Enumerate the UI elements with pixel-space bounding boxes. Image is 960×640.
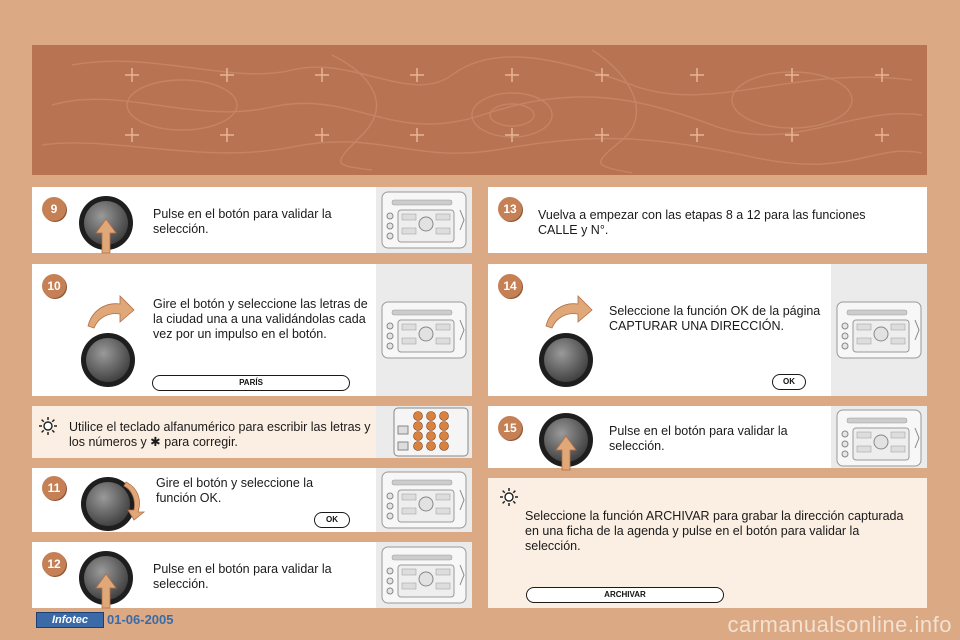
step-14-panel <box>488 264 927 396</box>
screen-label-ok: OK <box>314 512 350 528</box>
knob-rotate-icon <box>74 290 154 395</box>
tip-text: Utilice el teclado alfanumérico para escribir las letras y los números y ✱ para corregir. <box>69 420 371 449</box>
step-number-badge: 9 <box>42 197 66 221</box>
step-text: Gire el botón y seleccione la función OK. <box>156 476 314 505</box>
site-watermark: carmanualsonline.info <box>727 612 952 637</box>
navigation-unit-illustration <box>376 187 472 253</box>
tip-text: Seleccione la función ARCHIVAR para grabar la dirección capturada en una ficha de la agenda y pulse en el botón para validar la selección. <box>525 509 904 553</box>
step-text: Pulse en el botón para validar la selección. <box>153 207 332 236</box>
navigation-unit-illustration <box>831 264 927 396</box>
navigation-unit-illustration <box>376 468 472 532</box>
step-11-panel <box>32 468 472 532</box>
navigation-unit-illustration <box>376 542 472 608</box>
knob-rotate-icon <box>74 474 146 541</box>
screen-label-archivar: ARCHIVAR <box>526 587 724 603</box>
infotec-logo: Infotec <box>36 612 104 628</box>
step-12-panel <box>32 542 472 608</box>
step-9-panel <box>32 187 472 253</box>
step-text: Pulse en el botón para validar la selección. <box>609 424 788 453</box>
navigation-unit-illustration <box>376 264 472 396</box>
step-number-badge: 13 <box>498 197 522 221</box>
tip-panel-archive <box>488 478 927 608</box>
knob-press-icon <box>72 193 144 260</box>
screen-label-ok: OK <box>772 374 806 390</box>
step-number-badge: 11 <box>42 476 66 500</box>
knob-rotate-icon <box>532 290 612 395</box>
step-text: Gire el botón y seleccione las letras de la ciudad una a una validándolas cada vez por un impulso en el botón. <box>153 297 368 341</box>
step-15-panel <box>488 406 927 468</box>
knob-press-icon <box>532 410 604 477</box>
keypad-illustration <box>376 406 472 458</box>
footer-date: 01-06-2005 <box>107 612 174 627</box>
tip-bulb-icon <box>38 416 58 436</box>
step-text: Pulse en el botón para validar la selección. <box>153 562 332 591</box>
topographic-map-graphic <box>32 45 927 175</box>
step-number-badge: 15 <box>498 416 522 440</box>
step-text: Seleccione la función OK de la página CAPTURAR UNA DIRECCIÓN. <box>609 304 821 333</box>
step-13-panel <box>488 187 927 253</box>
step-number-badge: 14 <box>498 274 522 298</box>
tip-panel-keyboard <box>32 406 472 458</box>
step-10-panel <box>32 264 472 396</box>
map-banner <box>32 45 927 175</box>
step-number-badge: 12 <box>42 552 66 576</box>
navigation-unit-illustration <box>831 406 927 468</box>
screen-label-paris: PARÍS <box>152 375 350 391</box>
step-number-badge: 10 <box>42 274 66 298</box>
knob-press-icon <box>72 548 144 615</box>
star-key-icon: ✱ <box>150 435 161 449</box>
tip-bulb-icon <box>499 487 519 507</box>
step-text: Vuelva a empezar con las etapas 8 a 12 para las funciones CALLE y N°. <box>538 208 866 237</box>
